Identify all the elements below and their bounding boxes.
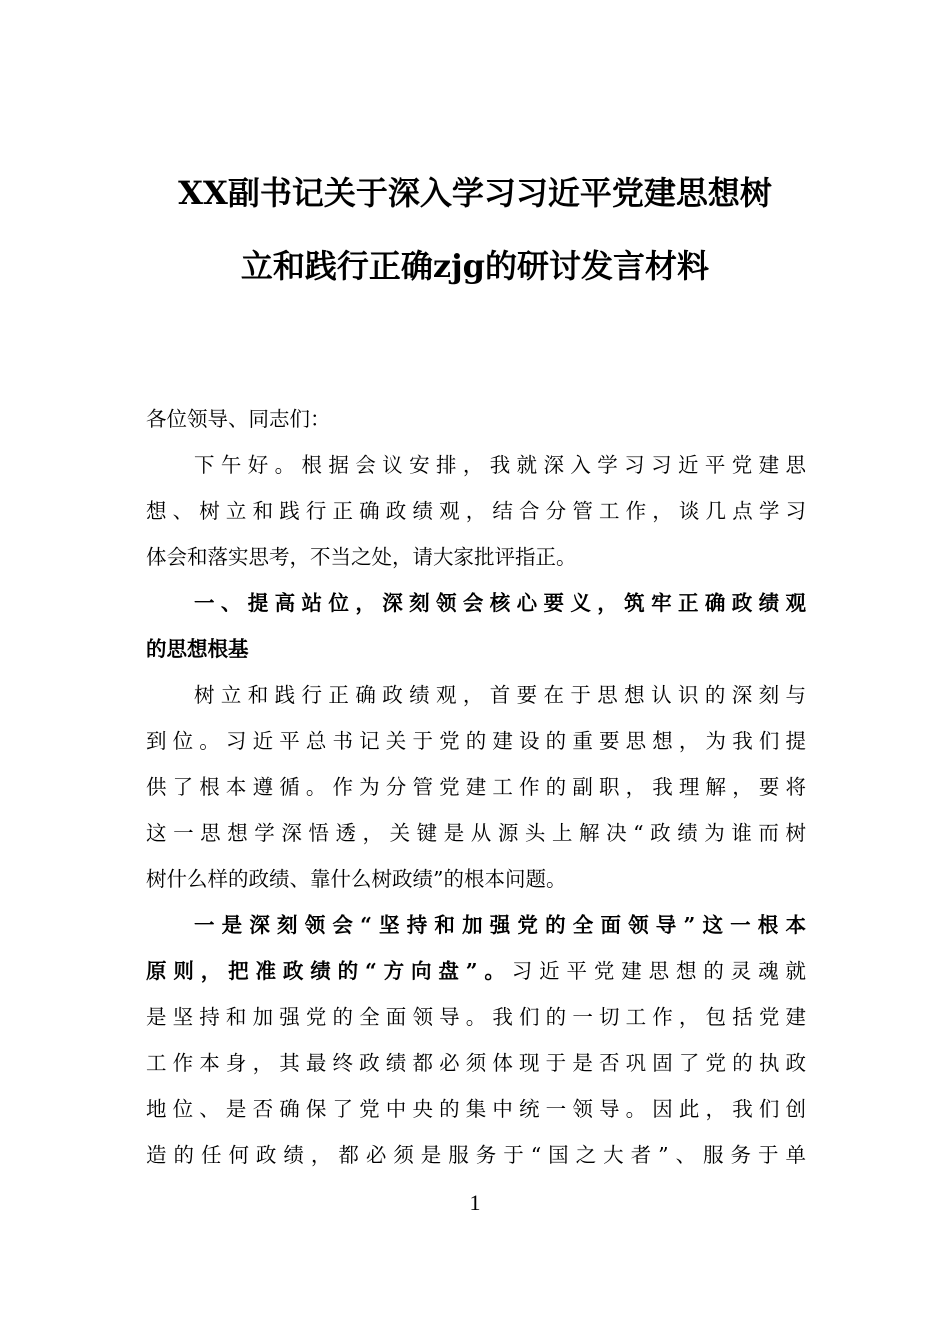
intro-line-2: 想、树立和践行正确政绩观，结合分管工作，谈几点学习: [146, 499, 806, 523]
point-1-bold-line-2: 原则，把准政绩的“方向盘”。: [146, 959, 512, 983]
page-number: 1: [469, 1190, 481, 1215]
section-1-para-line-4: 这一思想学深悟透，关键是从源头上解决“政绩为谁而树: [146, 821, 806, 845]
salutation: 各位领导、同志们：: [146, 407, 331, 431]
point-1-line-6: 造的任何政绩，都必须是服务于“国之大者”、服务于单: [146, 1143, 806, 1167]
section-1-heading-line-2: 的思想根基: [146, 637, 249, 661]
document-body: [146, 396, 806, 1178]
section-1-heading-line-1: 一、提高站位，深刻领会核心要义，筑牢正确政绩观: [194, 591, 806, 615]
point-1-line-5: 地位、是否确保了党中央的集中统一领导。因此，我们创: [146, 1097, 806, 1121]
section-1-para-line-1: 树立和践行正确政绩观，首要在于思想认识的深刻与: [194, 683, 806, 707]
document-title-line-1: XX副书记关于深入学习习近平党建思想树: [178, 174, 772, 212]
point-1-line-3: 是坚持和加强党的全面领导。我们的一切工作，包括党建: [146, 1005, 806, 1029]
document-title-line-2: 立和践行正确zjg的研讨发言材料: [240, 247, 710, 285]
intro-line-3: 体会和落实思考，不当之处，请大家批评指正。: [146, 545, 577, 569]
point-1-bold-line-1: 一是深刻领会“坚持和加强党的全面领导”这一根本: [194, 913, 806, 937]
section-1-para-line-2: 到位。习近平总书记关于党的建设的重要思想，为我们提: [146, 729, 806, 753]
section-1-para-line-3: 供了根本遵循。作为分管党建工作的副职，我理解，要将: [146, 775, 806, 799]
intro-line-1: 下午好。根据会议安排，我就深入学习习近平党建思: [194, 453, 806, 477]
point-1-line-2-rest: 习近平党建思想的灵魂就: [511, 959, 806, 983]
section-1-para-line-5: 树什么样的政绩、靠什么树政绩”的根本问题。: [146, 867, 567, 891]
point-1-line-4: 工作本身，其最终政绩都必须体现于是否巩固了党的执政: [146, 1051, 806, 1075]
point-1-line-2: [146, 948, 806, 994]
